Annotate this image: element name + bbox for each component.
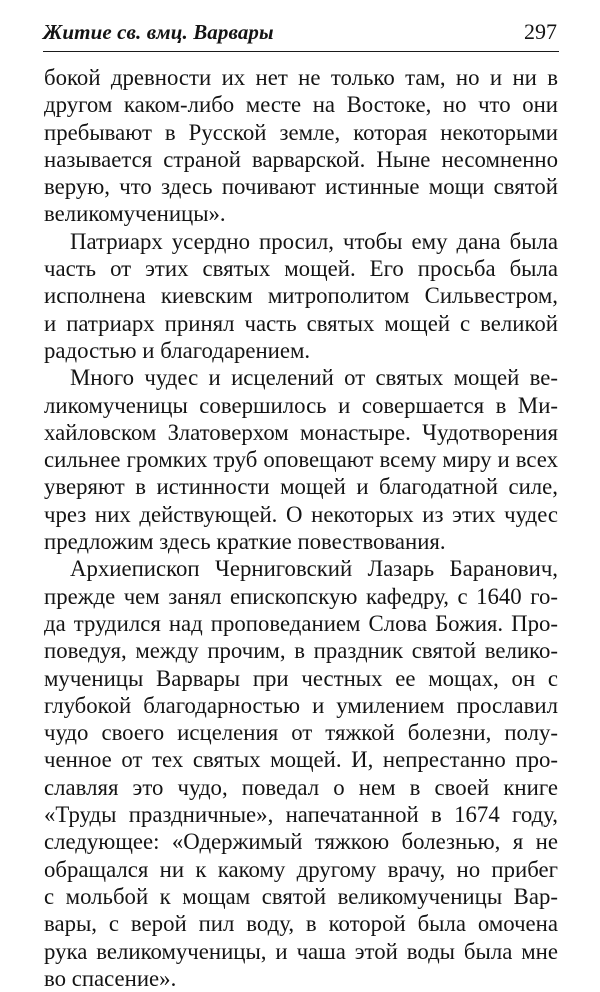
text-line: и патриарх принял часть святых мощей с великой <box>44 310 558 336</box>
paragraph-3 <box>44 364 558 555</box>
running-title: Житие св. вмц. Варвары <box>43 20 274 44</box>
text-line: поведуя, между прочим, в праздник святой велико- <box>44 638 558 664</box>
text-line: ченное от тех святых мощей. И, непрестанно про- <box>44 747 558 773</box>
text-line: другом каком-либо месте на Востоке, но что они <box>44 92 558 118</box>
text-line: мученицы Варвары при честных ее мощах, он с <box>44 665 558 691</box>
text-line: хайловском Златоверхом монастыре. Чудотворения <box>44 419 558 445</box>
text-line: чудо своего исцеления от тяжкой болезни, полу- <box>44 720 558 746</box>
running-head <box>43 18 559 52</box>
text-line: глубокой благодарностью и умилением прославил <box>44 692 558 718</box>
text-line: вары, с верой пил воду, в которой была омочена <box>44 911 558 937</box>
text-line: великомученицы». <box>44 201 226 227</box>
body-text <box>44 64 558 992</box>
text-line: обращался ни к какому другому врачу, но прибег <box>44 856 558 882</box>
text-line: пребывают в Русской земле, которая некоторыми <box>44 119 558 145</box>
text-line: Архиепископ Черниговский Лазарь Баранович, <box>70 556 558 582</box>
paragraph-2 <box>44 228 558 364</box>
text-line: славляя это чудо, поведал о нем в своей книге <box>44 774 558 800</box>
text-line: прежде чем занял епископскую кафедру, с 1640 го- <box>44 583 558 609</box>
page-number: 297 <box>524 19 557 44</box>
text-line: часть от этих святых мощей. Его просьба была <box>44 256 558 282</box>
paragraph-4 <box>44 555 558 992</box>
text-line: с мольбой к мощам святой великомученицы Вар- <box>44 883 558 909</box>
text-line: бокой древности их нет не только там, но и ни в <box>44 65 558 90</box>
text-line: ликомученицы совершилось и совершается в Ми- <box>44 392 558 418</box>
text-line: следующее: «Одержимый тяжкою болезнью, я не <box>44 829 558 855</box>
text-line: «Труды праздничные», напечатанной в 1674 году, <box>44 802 558 828</box>
text-line: исполнена киевским митрополитом Сильвестром, <box>44 283 558 309</box>
text-line: чрез них действующей. О некоторых из этих чудес <box>44 501 558 527</box>
text-line: верую, что здесь почивают истинные мощи святой <box>44 174 558 200</box>
text-line: уверяют в истинности мощей и благодатной силе, <box>44 474 558 500</box>
text-line: Патриарх усердно просил, чтобы ему дана была <box>70 228 558 254</box>
text-line: Много чудес и исцелений от святых мощей ве- <box>70 365 558 391</box>
text-line: называется страной варварской. Ныне несомненно <box>44 146 558 172</box>
text-line: да трудился над проповеданием Слова Божия. Про- <box>44 610 558 636</box>
text-line: предложим здесь краткие повествования. <box>44 529 446 555</box>
text-line: радостью и благодарением. <box>44 337 311 363</box>
text-line: рука великомученицы, и чаша этой воды была мне <box>44 938 558 964</box>
paragraph-1 <box>44 64 558 228</box>
text-line: во спасение». <box>44 965 177 991</box>
text-line: сильнее громких труб оповещают всему миру и всех <box>44 447 558 473</box>
